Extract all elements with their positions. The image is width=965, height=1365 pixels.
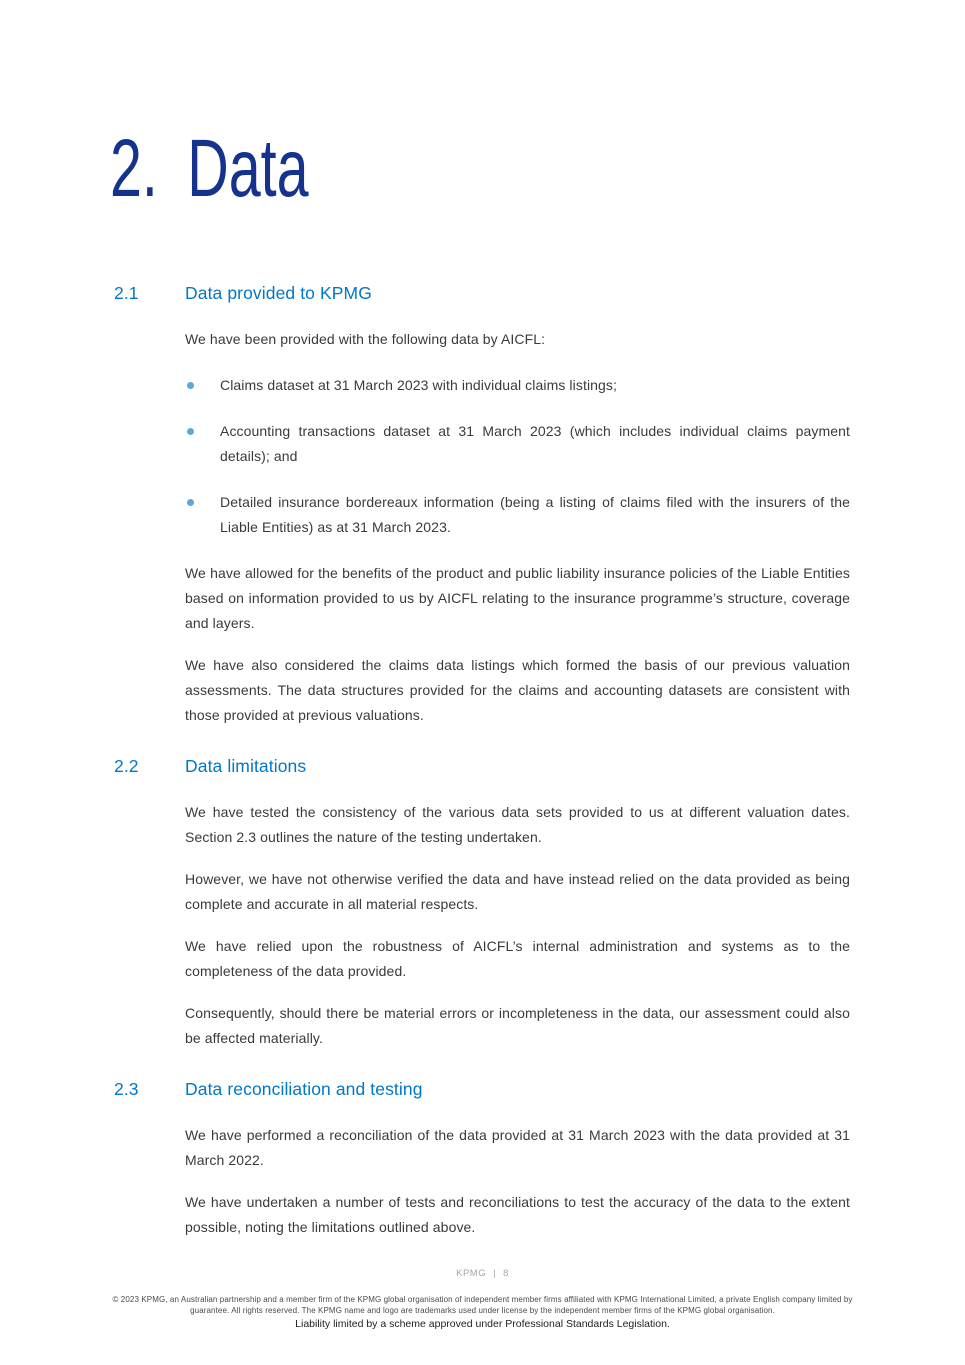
paragraph: We have undertaken a number of tests and reconciliations to test the accuracy of the data to the extent possible, noting the limitations outlined above. <box>185 1194 850 1235</box>
paragraph: We have also considered the claims data listings which formed the basis of our previous valuation assessments. The data structures provided for the claims and accounting datasets are consistent with those provided at previous valuations. <box>185 657 850 723</box>
section-body <box>185 1123 850 1240</box>
separator: | <box>493 1268 497 1279</box>
page-footer <box>0 1268 965 1331</box>
chapter-number: 2. <box>110 123 158 214</box>
paragraph: We have been provided with the following data by AICFL: <box>185 331 546 347</box>
paragraph: However, we have not otherwise verified the data and have instead relied on the data provided as being complete and accurate in all material respects. <box>185 871 850 912</box>
copyright-text: © 2023 KPMG, an Australian partnership and a member firm of the KPMG global organisation of independent member firms affiliated with KPMG International Limited, a private English company limited by guarantee. All rights reserved. The KPMG name and logo are trademarks used under license by the independent member firms of the KPMG global organisation. <box>112 1295 853 1315</box>
section-number: 2.2 <box>114 756 139 776</box>
liability-text: Liability limited by a scheme approved under Professional Standards Legislation. <box>295 1318 670 1330</box>
paragraph: We have performed a reconciliation of the data provided at 31 March 2023 with the data provided at 31 March 2022. <box>185 1127 850 1168</box>
list-item-text: Detailed insurance bordereaux information (being a listing of claims filed with the insurers of the Liable Entities) as at 31 March 2023. <box>220 494 850 535</box>
list-item <box>185 373 850 398</box>
page-content <box>114 283 850 1257</box>
paragraph: We have allowed for the benefits of the product and public liability insurance policies of the Liable Entities based on information provided to us by AICFL relating to the insurance programme’s structure, coverage and layers. <box>185 565 850 631</box>
paragraph: We have tested the consistency of the various data sets provided to us at different valuation dates. Section 2.3 outlines the nature of the testing undertaken. <box>185 804 850 845</box>
brand-label: KPMG <box>456 1268 487 1279</box>
section-heading <box>114 756 850 777</box>
chapter-title: Data <box>187 123 309 214</box>
bullet-icon <box>187 428 194 435</box>
section-body <box>185 327 850 728</box>
section-heading <box>114 283 850 304</box>
page-number-line <box>0 1268 965 1279</box>
list-item-text: Claims dataset at 31 March 2023 with individual claims listings; <box>220 377 618 393</box>
page-number: 8 <box>503 1268 509 1279</box>
section-number: 2.1 <box>114 283 139 303</box>
list-item <box>185 490 850 540</box>
list-item <box>185 419 850 469</box>
section-data-limitations <box>114 756 850 1051</box>
section-data-provided <box>114 283 850 728</box>
bullet-icon <box>187 499 194 506</box>
bullet-list <box>185 373 850 540</box>
section-title: Data limitations <box>185 756 307 776</box>
chapter-heading <box>110 123 394 214</box>
section-body <box>185 800 850 1051</box>
list-item-text: Accounting transactions dataset at 31 March 2023 (which includes individual claims payment details); and <box>220 423 850 464</box>
section-data-reconciliation <box>114 1079 850 1240</box>
bullet-icon <box>187 382 194 389</box>
section-heading <box>114 1079 850 1100</box>
section-title: Data provided to KPMG <box>185 283 372 303</box>
section-title: Data reconciliation and testing <box>185 1079 423 1099</box>
paragraph: Consequently, should there be material errors or incompleteness in the data, our assessment could also be affected materially. <box>185 1005 850 1046</box>
section-number: 2.3 <box>114 1079 139 1099</box>
paragraph: We have relied upon the robustness of AICFL’s internal administration and systems as to the completeness of the data provided. <box>185 938 850 979</box>
